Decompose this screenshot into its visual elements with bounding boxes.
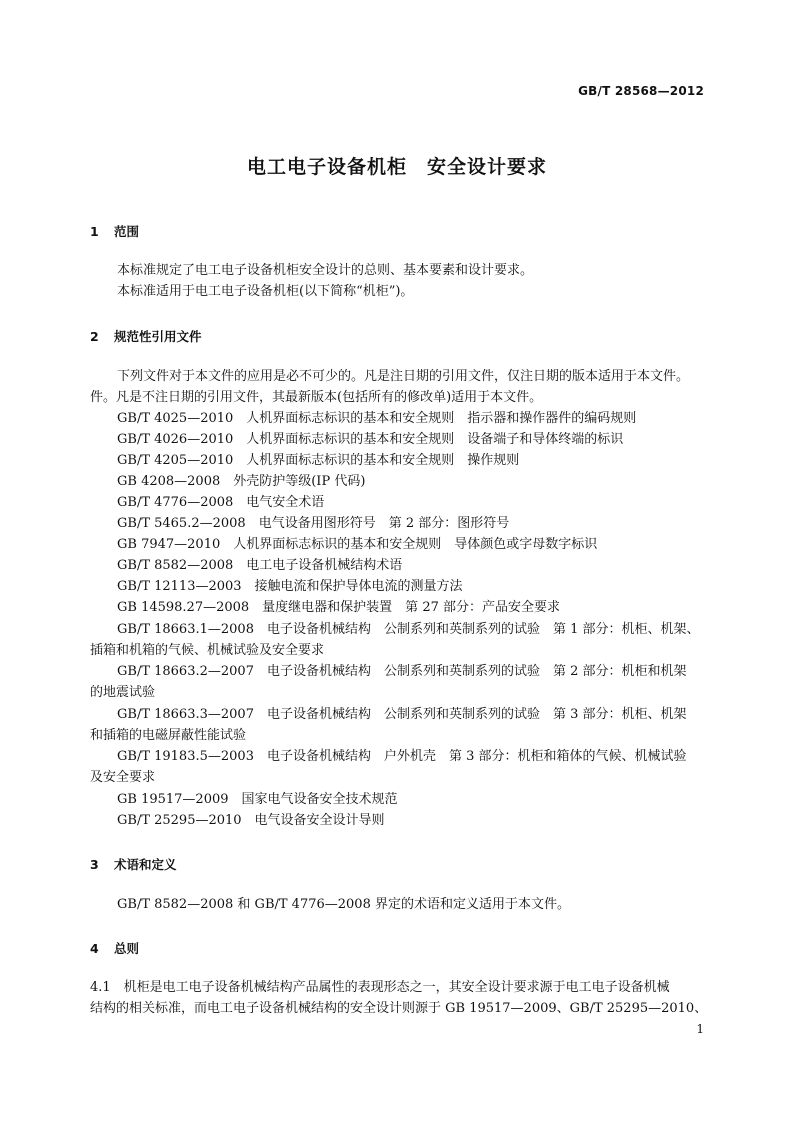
reference-item: GB/T 4205—2010 人机界面标志标识的基本和安全规则 操作规则: [117, 453, 520, 468]
section-number: 3: [90, 857, 99, 872]
reference-item: GB 14598.27—2008 量度继电器和保护装置 第 27 部分：产品安全要求: [117, 600, 560, 615]
section-heading-4: [90, 939, 139, 957]
section-title: 规范性引用文件: [114, 329, 202, 344]
section-number: 4: [90, 941, 99, 956]
reference-item-continued: 的地震试验: [90, 685, 156, 700]
reference-item: GB/T 4776—2008 电气安全术语: [117, 495, 325, 510]
reference-item: GB/T 18663.2—2007 电子设备机械结构 公制系列和英制系列的试验 第 2 部分：机柜和机架: [117, 664, 687, 679]
reference-item: GB/T 5465.2—2008 电气设备用图形符号 第 2 部分：图形符号: [117, 516, 510, 531]
page-number: 1: [696, 1022, 704, 1036]
paragraph: 本标准规定了电工电子设备机柜安全设计的总则、基本要素和设计要求。: [117, 263, 534, 278]
standard-code: GB/T 28568—2012: [578, 84, 704, 98]
section-heading-3: [90, 855, 177, 873]
paragraph: 件。凡是不注日期的引用文件，其最新版本(包括所有的修改单)适用于本文件。: [90, 390, 543, 405]
reference-item: GB/T 4026—2010 人机界面标志标识的基本和安全规则 设备端子和导体终端的标识: [117, 432, 624, 447]
paragraph: 结构的相关标准，而电工电子设备机械结构的安全设计则源于 GB 19517—2009、GB/T 25295—2010、: [90, 1001, 708, 1016]
section-number: 2: [90, 329, 99, 344]
document-title: 电工电子设备机柜 安全设计要求: [246, 156, 547, 178]
reference-item-continued: 和插箱的电磁屏蔽性能试验: [90, 728, 247, 743]
reference-item-continued: 及安全要求: [90, 770, 156, 785]
section-heading-2: [90, 327, 202, 345]
section-title: 总则: [114, 941, 140, 956]
reference-item: GB/T 8582—2008 电工电子设备机械结构术语: [117, 558, 403, 573]
reference-item: GB 7947—2010 人机界面标志标识的基本和安全规则 导体颜色或字母数字标识: [117, 537, 598, 552]
paragraph: GB/T 8582—2008 和 GB/T 4776—2008 界定的术语和定义适用于本文件。: [117, 897, 570, 912]
section-number: 1: [90, 224, 99, 239]
reference-item: GB 19517—2009 国家电气设备安全技术规范: [117, 792, 398, 807]
reference-item: GB/T 18663.1—2008 电子设备机械结构 公制系列和英制系列的试验 第 1 部分：机柜、机架、: [117, 622, 700, 637]
section-title: 范围: [114, 224, 140, 239]
reference-item: GB/T 4025—2010 人机界面标志标识的基本和安全规则 指示器和操作器件的编码规则: [117, 411, 637, 426]
section-heading-1: [90, 222, 139, 240]
paragraph: 下列文件对于本文件的应用是必不可少的。凡是注日期的引用文件，仅注日期的版本适用于本文件。: [117, 369, 690, 384]
reference-item: GB 4208—2008 外壳防护等级(IP 代码): [117, 474, 366, 489]
paragraph: 4.1 机柜是电工电子设备机械结构产品属性的表现形态之一，其安全设计要求源于电工电子设备机械: [90, 980, 670, 995]
reference-item: GB/T 19183.5—2003 电子设备机械结构 户外机壳 第 3 部分：机柜和箱体的气候、机械试验: [117, 749, 687, 764]
reference-item-continued: 插箱和机箱的气候、机械试验及安全要求: [90, 643, 325, 658]
section-title: 术语和定义: [114, 857, 177, 872]
paragraph: 本标准适用于电工电子设备机柜(以下简称“机柜”)。: [117, 284, 414, 299]
reference-item: GB/T 12113—2003 接触电流和保护导体电流的测量方法: [117, 579, 463, 594]
reference-item: GB/T 25295—2010 电气设备安全设计导则: [117, 813, 385, 828]
reference-item: GB/T 18663.3—2007 电子设备机械结构 公制系列和英制系列的试验 第 3 部分：机柜、机架: [117, 707, 687, 722]
